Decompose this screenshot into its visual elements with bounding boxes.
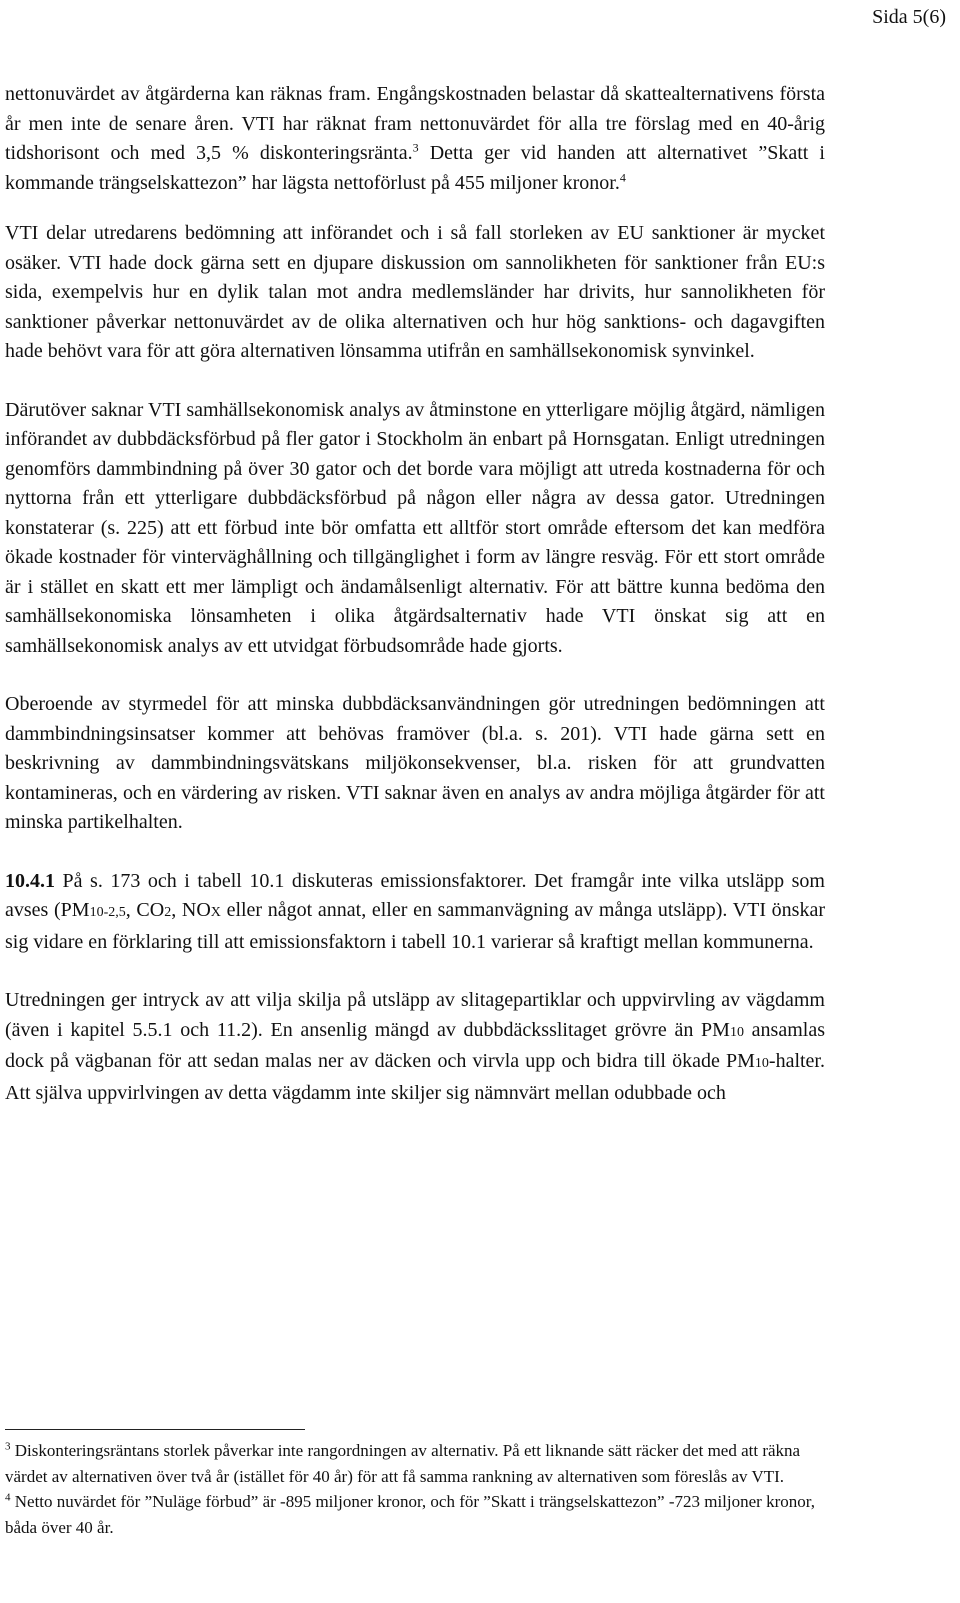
paragraph-stud-ban-analysis: Därutöver saknar VTI samhällsekonomisk analys av åtminstone en ytterligare möjlig åtgärd, nämligen införandet av dubbdäcksförbud på fler gator i Stockholm än enbart på Hornsgatan. Enligt utredningen genomförs dammbindning på över 30 gator och det borde vara möjligt att utreda kostnaderna för och nyttorna från ett ytterligare dubbdäcksförbud på någon eller några av dessa gator. Utredningen konstaterar (s. 225) att ett förbud inte bör omfatta ett alltför stort område eftersom det kan medföra ökade kostnader för vinterväghållning och tillgänglighet i form av längre resväg. För ett stort område är i stället en skatt ett mer lämpligt och ändamålsenligt alternativ. För att bättre kunna bedöma den samhällsekonomiska lönsamheten i olika åtgärdsalternativ hade VTI önskat sig att en samhällsekonomisk analys av ett utvidgat förbudsområde hade gjorts. xyxy=(5,398,825,657)
footnote-3 xyxy=(5,1438,825,1489)
footnote-ref-3[interactable]: 3 xyxy=(412,140,419,155)
subscript: 10-2,5 xyxy=(89,905,126,920)
paragraph-emission-factors xyxy=(5,867,825,958)
footnote-ref-4[interactable]: 4 xyxy=(619,169,626,184)
footnote-number: 4 xyxy=(5,1491,11,1504)
document-body xyxy=(5,80,825,1108)
page-number: Sida 5(6) xyxy=(872,6,946,28)
paragraph-text: Utredningen ger intryck av att vilja skilja på utsläpp av slitagepartiklar och uppvirvling av vägdamm (även i kapitel 5.5.1 och 11.2). En ansenlig mängd av dubbdäcksslitaget grövre än PM xyxy=(5,989,825,1041)
footnote-divider xyxy=(5,1429,305,1430)
paragraph-text: ansamlas dock på vägbanan för att sedan malas ner av däcken och virvla upp och bidra till ökade PM xyxy=(5,1018,825,1072)
footnote-text: Diskonteringsräntans storlek påverkar inte rangordningen av alternativ. På ett liknande sätt räcker det med att räkna värdet av alternativen över två år (istället för 40 år) för att få samma rankning av alternativen som föreslås av VTI. xyxy=(5,1441,801,1486)
paragraph-text: Detta ger vid handen att alternativet ”Skatt i kommande trängselskattezon” har lägsta nettoförlust på 455 miljoner kronor. xyxy=(5,142,825,194)
paragraph-wear-particles xyxy=(5,986,825,1108)
footnote-text: Netto nuvärdet för ”Nuläge förbud” är -895 miljoner kronor, och för ”Skatt i trängselskattezon” -723 miljoner kronor, båda över 40 år. xyxy=(5,1492,815,1537)
paragraph-text: , CO xyxy=(125,899,165,921)
subscript: X xyxy=(210,905,221,920)
footnotes xyxy=(5,1438,825,1540)
paragraph-text: På s. 173 och i tabell 10.1 diskuteras emissionsfaktorer. Det framgår inte vilka utsläpp som avses (PM xyxy=(5,869,825,921)
paragraph-eu-sanctions: VTI delar utredarens bedömning att införandet och i så fall storleken av EU sanktioner är mycket osäker. VTI hade dock gärna sett en djupare diskussion om sannolikheten för sanktioner från EU:s sida, exempelvis hur en dylik talan mot andra medlemsländer har drivits, hur sannolikheten för sanktioner påverkar nettonuvärdet av de olika alternativen och hur hög sanktions- och dagavgiften hade behövt vara för att göra alternativen lönsamma utifrån en samhällsekonomisk synvinkel. xyxy=(5,222,825,362)
paragraph-text: -halter. Att själva uppvirlvingen av detta vägdamm inte skiljer sig nämnvärt mellan odubbade och xyxy=(5,1050,825,1104)
footnote-4 xyxy=(5,1489,825,1540)
footnote-number: 3 xyxy=(5,1440,11,1453)
subscript: 2 xyxy=(164,905,172,920)
paragraph-dust-binding: Oberoende av styrmedel för att minska dubbdäcksanvändningen gör utredningen bedömningen att dammbindningsinsatser kommer att behövas framöver (bl.a. s. 201). VTI hade gärna sett en beskrivning av dammbindningsvätskans miljökonsekvenser, bl.a. risken för att grundvatten kontamineras, och en värdering av risken. VTI saknar även en analys av andra möjliga åtgärder för att minska partikelhalten. xyxy=(5,693,825,833)
paragraph-text: nettonuvärdet av åtgärderna kan räknas fram. Engångskostnaden belastar då skattealternativens första år men inte de senare åren. VTI har räknat fram nettonuvärdet för alla tre förslag med en 40-årig tidshorisont och med 3,5 % diskonteringsränta. xyxy=(5,83,825,164)
subscript: 10 xyxy=(729,1024,744,1040)
paragraph-text: eller något annat, eller en sammanvägning av många utsläpp). VTI önskar sig vidare en förklaring till att emissionsfaktorn i tabell 10.1 varierar så kraftigt mellan kommunerna. xyxy=(5,899,825,953)
section-number: 10.4.1 xyxy=(5,869,55,892)
subscript: 10 xyxy=(754,1056,769,1071)
paragraph-text: , NO xyxy=(171,899,211,921)
paragraph-net-present-value xyxy=(5,80,825,198)
